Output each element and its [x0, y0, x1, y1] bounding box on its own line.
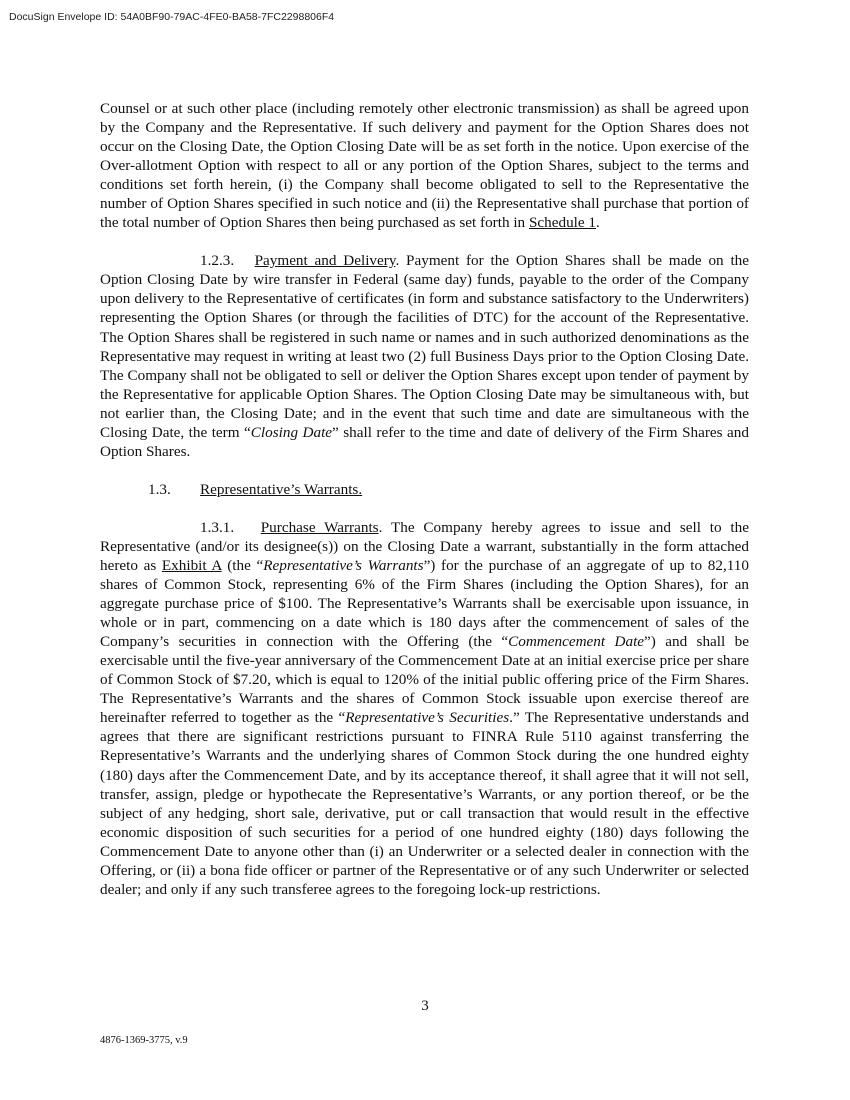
closing-date-term: Closing Date — [250, 423, 333, 441]
exhibit-a-link[interactable]: Exhibit A — [161, 556, 222, 574]
section-1-2-3-number: 1.2.3. — [200, 252, 235, 270]
section-1-3-number: 1.3. — [148, 480, 171, 498]
section-1-3-1-text-b: (the “ — [221, 556, 264, 574]
section-1-3-title: Representative’s Warrants. — [200, 480, 363, 498]
section-1-3-heading — [100, 480, 749, 499]
representatives-securities-term: Representative’s Securities — [345, 709, 510, 727]
section-1-2-3-title: Payment and Delivery — [254, 252, 396, 270]
section-1-2-3-text-a: . Payment for the Option Shares shall be made on the Option Closing Date by wire transfer in Federal (same day) funds, payable to the order of the Company upon delivery to the Representative of certificates (in form and substance satisfactory to the Underwriters) representing the Option Shares (or through the facilities of DTC) for the account of the Representative. The Option Shares shall be registered in such name or names and in such authorized denominations as the Representative may request in writing at least two (2) full Business Days prior to the Option Closing Date. The Company shall not be obligated to sell or deliver the Option Shares except upon tender of payment by the Representative for applicable Option Shares. The Option Closing Date may be simultaneous with, but not earlier than, the Closing Date; and in the event that such time and date are simultaneous with the Closing Date, the term “ — [100, 252, 750, 441]
paragraph-option-closing — [100, 99, 749, 232]
section-1-2-3-text-b: ” shall refer to the time and date of delivery of the Firm Shares and Option Shares. — [100, 423, 749, 460]
commencement-date-term: Commencement Date — [508, 633, 645, 651]
section-1-3-1 — [100, 518, 749, 899]
section-1-3-1-text-c: ”) for the purchase of an aggregate of up to 82,110 shares of Common Stock, representing 6% of the Firm Shares (including the Option Shares), for an aggregate purchase price of $100. The Representative’s Warrants shall be exercisable upon issuance, in whole or in part, commencing on a date which is 180 days after the commencement of sales of the Company’s securities in connection with the Offering (the “ — [100, 556, 749, 651]
section-1-3-1-text-a: . The Company hereby agrees to issue and sell to the Representative (and/or its designee(s)) on the Closing Date a warrant, substantially in the form attached hereto as — [100, 518, 749, 574]
section-1-2-3 — [100, 251, 749, 461]
docusign-envelope-id: DocuSign Envelope ID: 54A0BF90-79AC-4FE0-BA58-7FC2298806F4 — [9, 11, 335, 23]
document-id-footer: 4876-1369-3775, v.9 — [100, 1035, 188, 1046]
representatives-warrants-term: Representative’s Warrants — [263, 556, 424, 574]
paragraph-end: . — [596, 214, 600, 232]
page-number: 3 — [421, 998, 429, 1014]
section-1-3-1-text-e: .” The Representative understands and agrees that there are significant restrictions pursuant to FINRA Rule 5110 against transferring the Representative’s Warrants and the underlying shares of Common Stock during the one hundred eighty (180) days after the Commencement Date, and by its acceptance thereof, it shall agree that it will not sell, transfer, assign, pledge or hypothecate the Representative’s Warrants, or any portion thereof, or be the subject of any hedging, short sale, derivative, put or call transaction that would result in the effective economic disposition of such securities for a period of one hundred eighty (180) days following the Commencement Date to anyone other than (i) an Underwriter or a selected dealer in connection with the Offering, or (ii) a bona fide officer or partner of the Representative or of any such Underwriter or selected dealer; and only if any such transferee agrees to the foregoing lock-up restrictions. — [100, 709, 749, 898]
schedule-1-link[interactable]: Schedule 1 — [528, 214, 597, 232]
section-1-3-1-number: 1.3.1. — [200, 518, 235, 536]
section-1-3-1-text-d: ”) and shall be exercisable until the five-year anniversary of the Commencement Date at an initial exercise price per share of Common Stock of $7.20, which is equal to 120% of the initial public offering price of the Firm Shares. The Representative’s Warrants and the shares of Common Stock issuable upon exercise thereof are hereinafter referred to together as the “ — [100, 633, 749, 727]
section-1-3-1-title: Purchase Warrants — [260, 518, 379, 536]
paragraph-text: Counsel or at such other place (including remotely other electronic transmission) as shall be agreed upon by the Company and the Representative. If such delivery and payment for the Option Shares does not occur on the Closing Date, the Option Closing Date will be as set forth in the notice. Upon exercise of the Over-allotment Option with respect to all or any portion of the Option Shares, subject to the terms and conditions set forth herein, (i) the Company shall become obligated to sell to the Representative the number of Option Shares specified in such notice and (ii) the Representative shall purchase that portion of the total number of Option Shares then being purchased as set forth in — [100, 100, 749, 232]
document-body — [100, 99, 749, 899]
